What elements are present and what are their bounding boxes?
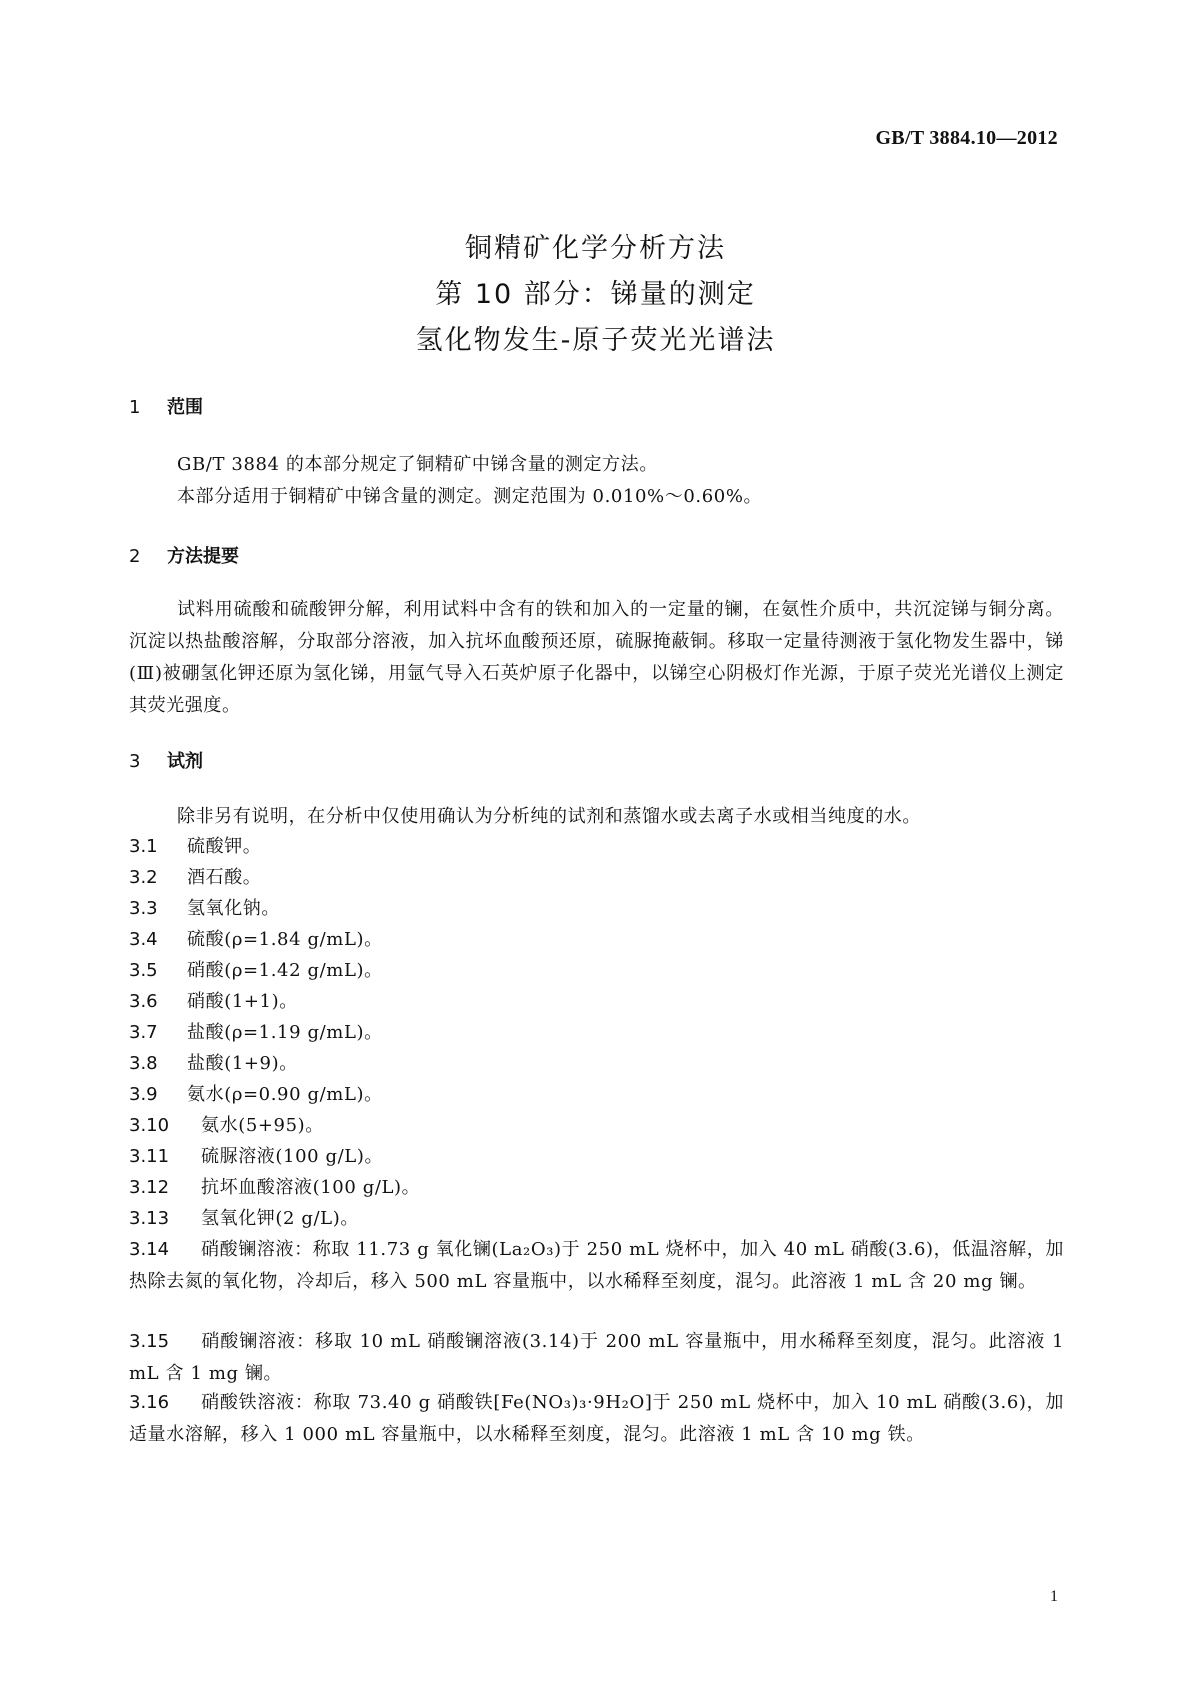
- item-number: 3.15: [129, 1331, 170, 1352]
- item-number: 3.6: [129, 991, 158, 1012]
- reagent-item: [129, 1234, 1064, 1298]
- item-text: 抗坏血酸溶液(100 g/L)。: [201, 1177, 421, 1198]
- reagent-item: [129, 1326, 1064, 1390]
- item-number: 3.13: [129, 1208, 170, 1229]
- item-text: 硫酸(ρ=1.84 g/mL)。: [187, 929, 383, 950]
- item-number: 3.9: [129, 1084, 158, 1105]
- reagent-item: [129, 1110, 1064, 1142]
- item-text: 氨水(5+95)。: [201, 1115, 324, 1136]
- item-text: 盐酸(ρ=1.19 g/mL)。: [187, 1022, 383, 1043]
- item-number: 3.11: [129, 1146, 170, 1167]
- title-line-1: 铜精矿化学分析方法: [465, 233, 726, 264]
- reagent-item: [129, 955, 1064, 987]
- reagent-item: [129, 862, 1064, 894]
- reagent-item: [129, 893, 1064, 925]
- paragraph: 本部分适用于铜精矿中锑含量的测定。测定范围为 0.010%～0.60%。: [177, 486, 763, 507]
- item-text: 硝酸铁溶液：称取 73.40 g 硝酸铁[Fe(NO₃)₃·9H₂O]于 250 mL 烧杯中，加入 10 mL 硝酸(3.6)，加适量水溶解，移入 1 000 mL 容量瓶中，以水稀释至刻度，混匀。此溶液 1 mL 含 10 mg 铁。: [129, 1392, 1064, 1445]
- reagent-item: [129, 986, 1064, 1018]
- section-title: 方法提要: [167, 546, 239, 567]
- section-heading-reagents: [129, 747, 203, 773]
- reagent-item: [129, 1387, 1064, 1451]
- item-text: 硫脲溶液(100 g/L)。: [201, 1146, 384, 1167]
- item-text: 硝酸镧溶液：称取 11.73 g 氧化镧(La₂O₃)于 250 mL 烧杯中，加入 40 mL 硝酸(3.6)，低温溶解，加热除去氮的氧化物，冷却后，移入 500 mL 容量瓶中，以水稀释至刻度，混匀。此溶液 1 mL 含 20 mg 镧。: [129, 1239, 1064, 1292]
- reagent-item: [129, 924, 1064, 956]
- document-title: [0, 226, 1191, 364]
- section-number: 2: [129, 546, 141, 567]
- paragraph: GB/T 3884 的本部分规定了铜精矿中锑含量的测定方法。: [177, 454, 658, 475]
- item-text: 酒石酸。: [187, 867, 262, 888]
- item-text: 硝酸(1+1)。: [187, 991, 298, 1012]
- item-number: 3.16: [129, 1392, 170, 1413]
- section-number: 3: [129, 751, 141, 772]
- item-text: 氢氧化钠。: [187, 898, 280, 919]
- item-number: 3.8: [129, 1053, 158, 1074]
- item-number: 3.12: [129, 1177, 170, 1198]
- section-title: 范围: [167, 397, 203, 418]
- reagent-item: [129, 1141, 1064, 1173]
- item-number: 3.3: [129, 898, 158, 919]
- item-number: 3.2: [129, 867, 158, 888]
- page-number: 1: [1050, 1588, 1058, 1605]
- paragraph: 除非另有说明，在分析中仅使用确认为分析纯的试剂和蒸馏水或去离子水或相当纯度的水。: [177, 806, 921, 827]
- reagent-item: [129, 1079, 1064, 1111]
- reagent-item: [129, 1048, 1064, 1080]
- item-number: 3.1: [129, 836, 158, 857]
- item-number: 3.4: [129, 929, 158, 950]
- item-text: 硝酸镧溶液：移取 10 mL 硝酸镧溶液(3.14)于 200 mL 容量瓶中，用水稀释至刻度，混匀。此溶液 1 mL 含 1 mg 镧。: [129, 1331, 1064, 1384]
- item-number: 3.14: [129, 1239, 170, 1260]
- section-title: 试剂: [167, 751, 203, 772]
- item-text: 氨水(ρ=0.90 g/mL)。: [187, 1084, 383, 1105]
- item-number: 3.5: [129, 960, 158, 981]
- section-heading-principle: [129, 542, 239, 568]
- item-number: 3.7: [129, 1022, 158, 1043]
- reagent-item: [129, 831, 1064, 863]
- item-text: 硝酸(ρ=1.42 g/mL)。: [187, 960, 383, 981]
- reagent-item: [129, 1172, 1064, 1204]
- item-number: 3.10: [129, 1115, 170, 1136]
- reagent-item: [129, 1203, 1064, 1235]
- section-number: 1: [129, 397, 141, 418]
- paragraph: 试料用硫酸和硫酸钾分解，利用试料中含有的铁和加入的一定量的镧，在氨性介质中，共沉淀锑与铜分离。沉淀以热盐酸溶解，分取部分溶液，加入抗坏血酸预还原，硫脲掩蔽铜。移取一定量待测液于氢化物发生器中，锑(Ⅲ)被硼氢化钾还原为氢化锑，用氩气导入石英炉原子化器中，以锑空心阴极灯作光源，于原子荧光光谱仪上测定其荧光强度。: [129, 599, 1064, 716]
- reagent-item: [129, 1017, 1064, 1049]
- title-line-2: 第 10 部分：锑量的测定: [435, 279, 756, 310]
- item-text: 硫酸钾。: [187, 836, 262, 857]
- section-heading-scope: [129, 393, 203, 419]
- item-text: 氢氧化钾(2 g/L)。: [201, 1208, 359, 1229]
- item-text: 盐酸(1+9)。: [187, 1053, 298, 1074]
- standard-number: GB/T 3884.10—2012: [875, 127, 1058, 149]
- title-line-3: 氢化物发生-原子荧光光谱法: [415, 325, 776, 356]
